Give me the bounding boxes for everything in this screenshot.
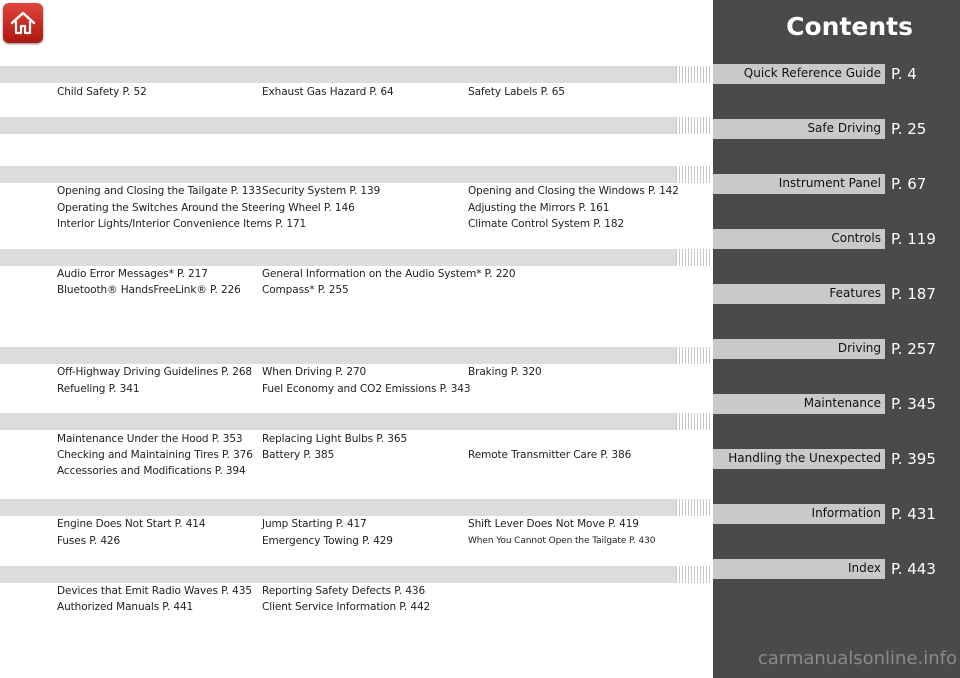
toc-link-mirrors[interactable]: Adjusting the Mirrors P. 161 bbox=[468, 202, 610, 214]
tab-page: P. 67 bbox=[891, 175, 927, 193]
tab-page: P. 119 bbox=[891, 230, 936, 248]
section-band-hatch bbox=[676, 499, 712, 516]
tab-features[interactable] bbox=[713, 284, 960, 304]
section-band-hatch bbox=[676, 347, 712, 364]
toc-link-exhaust-gas-hazard[interactable]: Exhaust Gas Hazard P. 64 bbox=[262, 86, 394, 98]
toc-link-interior-lights[interactable]: Interior Lights/Interior Convenience Items P. 171 bbox=[57, 218, 307, 230]
toc-link-client-service[interactable]: Client Service Information P. 442 bbox=[262, 601, 431, 613]
home-icon bbox=[9, 9, 37, 37]
section-band bbox=[0, 249, 676, 266]
page-title: Contents bbox=[786, 12, 913, 41]
section-band bbox=[0, 117, 676, 134]
toc-link-remote-transmitter[interactable]: Remote Transmitter Care P. 386 bbox=[468, 449, 632, 461]
toc-link-audio-info[interactable]: General Information on the Audio System* P. 220 bbox=[262, 268, 516, 280]
toc-link-child-safety[interactable]: Child Safety P. 52 bbox=[57, 86, 147, 98]
tab-label: Index bbox=[713, 559, 885, 579]
toc-link-authorized-manuals[interactable]: Authorized Manuals P. 441 bbox=[57, 601, 194, 613]
watermark: carmanualsonline.info bbox=[757, 648, 957, 669]
tab-safe-driving[interactable] bbox=[713, 119, 960, 139]
tab-label: Safe Driving bbox=[713, 119, 885, 139]
section-band-hatch bbox=[676, 249, 712, 266]
toc-link-audio-error[interactable]: Audio Error Messages* P. 217 bbox=[57, 268, 208, 280]
tab-label: Instrument Panel bbox=[713, 174, 885, 194]
tab-page: P. 25 bbox=[891, 120, 927, 138]
toc-link-under-hood[interactable]: Maintenance Under the Hood P. 353 bbox=[57, 433, 243, 445]
tab-label: Quick Reference Guide bbox=[713, 64, 885, 84]
toc-link-light-bulbs[interactable]: Replacing Light Bulbs P. 365 bbox=[262, 433, 408, 445]
tab-page: P. 345 bbox=[891, 395, 936, 413]
toc-link-fuel-economy[interactable]: Fuel Economy and CO2 Emissions P. 343 bbox=[262, 383, 471, 395]
tab-label: Information bbox=[713, 504, 885, 524]
toc-link-braking[interactable]: Braking P. 320 bbox=[468, 366, 542, 378]
toc-link-radio-waves[interactable]: Devices that Emit Radio Waves P. 435 bbox=[57, 585, 252, 597]
tab-label: Maintenance bbox=[713, 394, 885, 414]
toc-link-compass[interactable]: Compass* P. 255 bbox=[262, 284, 349, 296]
toc-link-jump-starting[interactable]: Jump Starting P. 417 bbox=[262, 518, 367, 530]
tab-driving[interactable] bbox=[713, 339, 960, 359]
toc-link-windows[interactable]: Opening and Closing the Windows P. 142 bbox=[468, 185, 679, 197]
tab-page: P. 431 bbox=[891, 505, 936, 523]
home-button[interactable] bbox=[3, 3, 43, 43]
section-band-hatch bbox=[676, 117, 712, 134]
toc-link-tailgate[interactable]: Opening and Closing the Tailgate P. 133 bbox=[57, 185, 262, 197]
tab-quick-reference-guide[interactable] bbox=[713, 64, 960, 84]
toc-link-off-highway[interactable]: Off-Highway Driving Guidelines P. 268 bbox=[57, 366, 252, 378]
section-band bbox=[0, 566, 676, 583]
tab-label: Handling the Unexpected bbox=[713, 449, 885, 469]
section-band-hatch bbox=[676, 166, 712, 183]
toc-link-safety-defects[interactable]: Reporting Safety Defects P. 436 bbox=[262, 585, 426, 597]
tab-label: Controls bbox=[713, 229, 885, 249]
toc-link-security-system[interactable]: Security System P. 139 bbox=[262, 185, 381, 197]
tab-label: Driving bbox=[713, 339, 885, 359]
toc-link-handsfreelink[interactable]: Bluetooth® HandsFreeLink® P. 226 bbox=[57, 284, 241, 296]
section-band bbox=[0, 413, 676, 430]
section-band-hatch bbox=[676, 413, 712, 430]
tab-page: P. 443 bbox=[891, 560, 936, 578]
toc-link-refueling[interactable]: Refueling P. 341 bbox=[57, 383, 140, 395]
tab-maintenance[interactable] bbox=[713, 394, 960, 414]
toc-link-safety-labels[interactable]: Safety Labels P. 65 bbox=[468, 86, 565, 98]
section-band-hatch bbox=[676, 66, 712, 83]
tab-handling-the-unexpected[interactable] bbox=[713, 449, 960, 469]
toc-link-fuses[interactable]: Fuses P. 426 bbox=[57, 535, 121, 547]
section-band bbox=[0, 66, 676, 83]
tab-information[interactable] bbox=[713, 504, 960, 524]
tab-index[interactable] bbox=[713, 559, 960, 579]
toc-link-when-driving[interactable]: When Driving P. 270 bbox=[262, 366, 367, 378]
tab-page: P. 187 bbox=[891, 285, 936, 303]
toc-link-emergency-towing[interactable]: Emergency Towing P. 429 bbox=[262, 535, 393, 547]
section-band-hatch bbox=[676, 566, 712, 583]
tab-label: Features bbox=[713, 284, 885, 304]
toc-link-shift-lever[interactable]: Shift Lever Does Not Move P. 419 bbox=[468, 518, 639, 530]
toc-link-climate-control[interactable]: Climate Control System P. 182 bbox=[468, 218, 625, 230]
section-band bbox=[0, 499, 676, 516]
toc-link-tires[interactable]: Checking and Maintaining Tires P. 376 bbox=[57, 449, 253, 461]
section-band bbox=[0, 166, 676, 183]
toc-link-accessories[interactable]: Accessories and Modifications P. 394 bbox=[57, 465, 246, 477]
tab-instrument-panel[interactable] bbox=[713, 174, 960, 194]
toc-link-steering-switches[interactable]: Operating the Switches Around the Steering Wheel P. 146 bbox=[57, 202, 355, 214]
tab-page: P. 395 bbox=[891, 450, 936, 468]
toc-link-engine-not-start[interactable]: Engine Does Not Start P. 414 bbox=[57, 518, 206, 530]
toc-link-battery[interactable]: Battery P. 385 bbox=[262, 449, 335, 461]
tab-controls[interactable] bbox=[713, 229, 960, 249]
section-band bbox=[0, 347, 676, 364]
toc-link-tailgate-cannot-open[interactable]: When You Cannot Open the Tailgate P. 430 bbox=[468, 536, 656, 546]
tab-page: P. 257 bbox=[891, 340, 936, 358]
tab-page: P. 4 bbox=[891, 65, 917, 83]
